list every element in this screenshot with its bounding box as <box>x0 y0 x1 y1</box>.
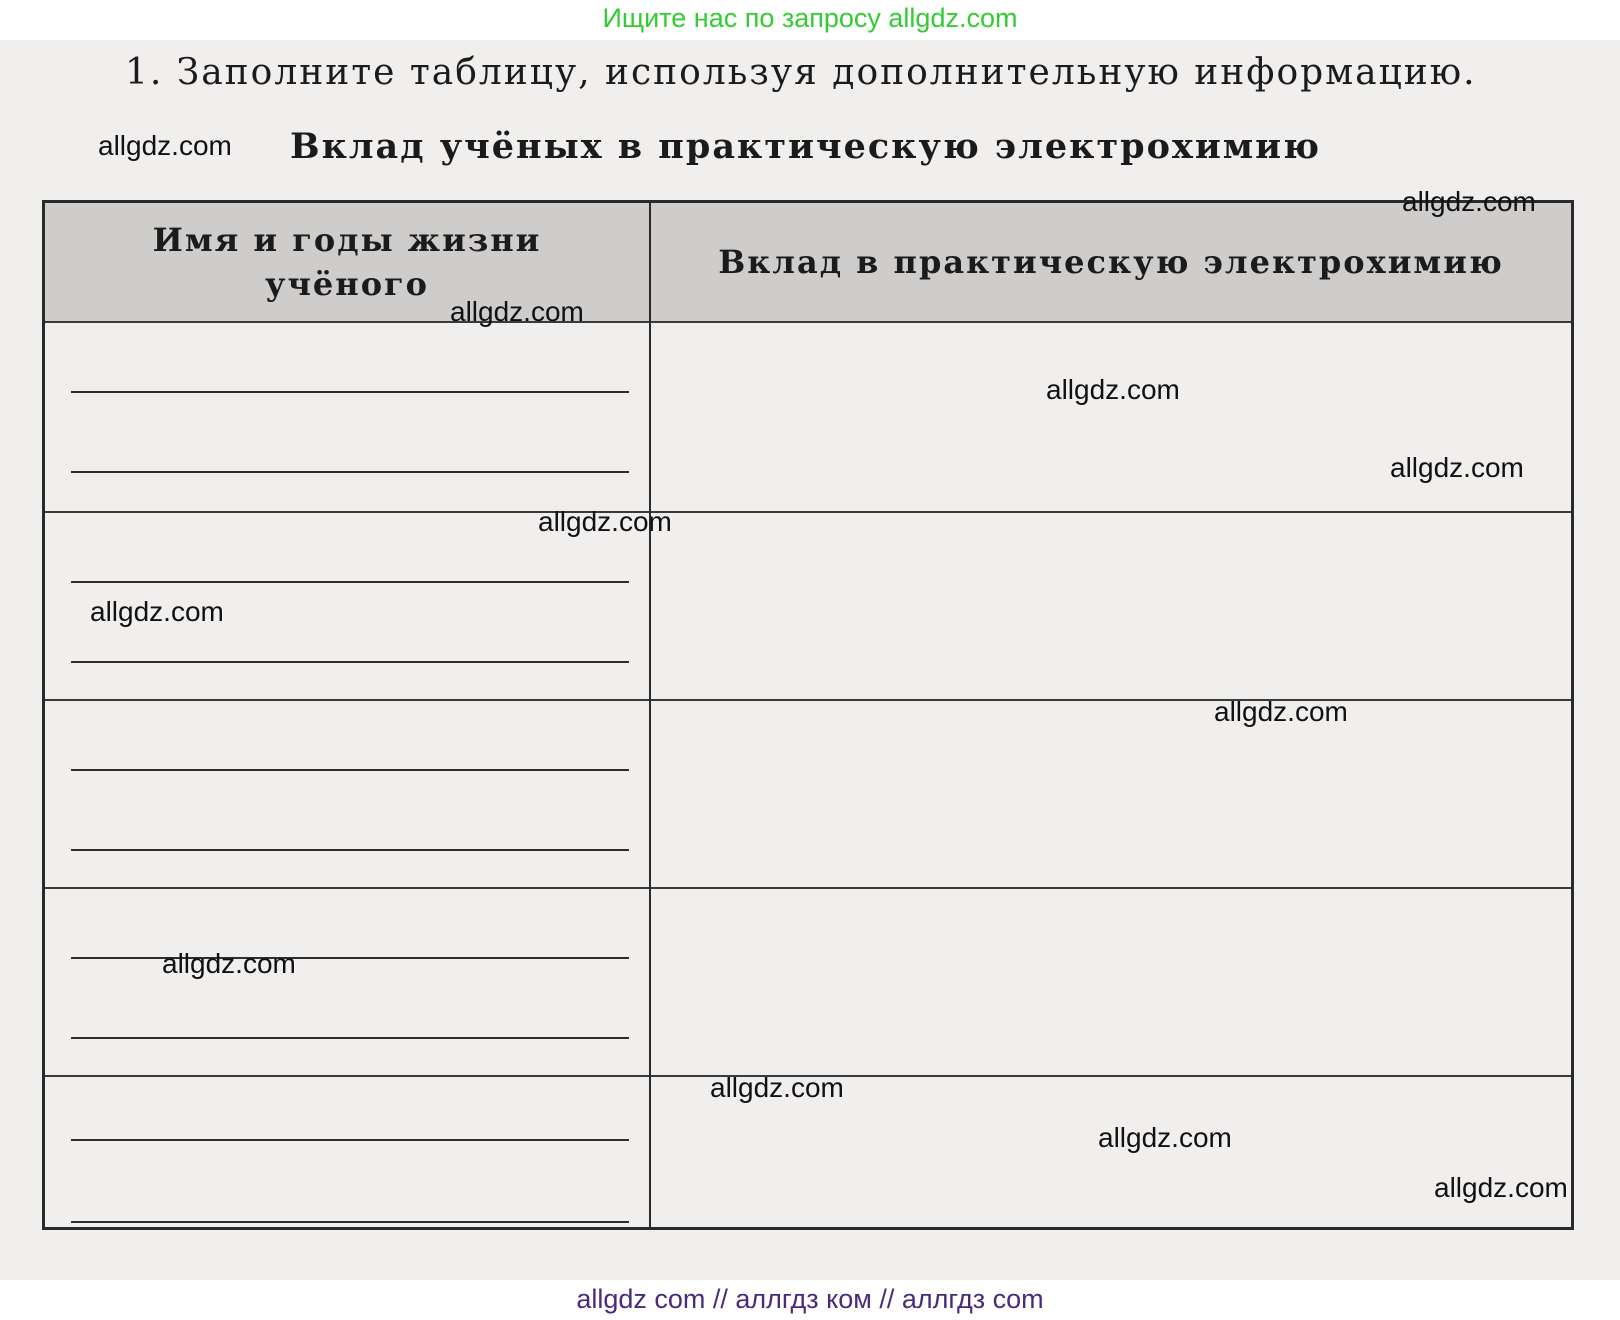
name-answer-line[interactable] <box>71 661 629 663</box>
watermark: allgdz.com <box>1046 374 1180 405</box>
header-name-line-2: учёного <box>265 265 429 303</box>
table-row <box>45 511 1571 699</box>
name-answer-line[interactable] <box>71 769 629 771</box>
watermark: allgdz.com <box>1098 1122 1232 1153</box>
watermark: allgdz.com <box>1434 1172 1568 1203</box>
table-row <box>45 323 1571 511</box>
bottom-banner: allgdz com // аллгдз ком // аллгдз com <box>0 1280 1620 1320</box>
watermark: allgdz.com <box>450 296 584 327</box>
watermark: allgdz.com <box>162 948 296 979</box>
name-answer-line[interactable] <box>71 957 629 959</box>
name-answer-line[interactable] <box>71 1221 629 1223</box>
top-banner: Ищите нас по запросу allgdz.com <box>0 0 1620 40</box>
header-name-line-1: Имя и годы жизни <box>152 221 542 259</box>
watermark: allgdz.com <box>1402 186 1536 217</box>
watermark: allgdz.com <box>1390 452 1524 483</box>
table-header <box>45 203 1571 323</box>
name-answer-line[interactable] <box>71 581 629 583</box>
watermark: allgdz.com <box>710 1072 844 1103</box>
name-answer-line[interactable] <box>71 391 629 393</box>
name-answer-line[interactable] <box>71 471 629 473</box>
watermark: allgdz.com <box>1214 696 1348 727</box>
table-row <box>45 887 1571 1075</box>
header-contribution: Вклад в практическую электрохимию <box>718 243 1504 281</box>
watermark: allgdz.com <box>538 506 672 537</box>
table-title: Вклад учёных в практическую электрохимию <box>290 126 1322 167</box>
watermark: allgdz.com <box>98 130 232 161</box>
task-instruction: 1. Заполните таблицу, используя дополнительную информацию. <box>125 52 1477 93</box>
name-answer-line[interactable] <box>71 1139 629 1141</box>
watermark: allgdz.com <box>90 596 224 627</box>
column-divider <box>649 203 651 1227</box>
name-answer-line[interactable] <box>71 849 629 851</box>
workbook-page <box>0 40 1620 1280</box>
name-answer-line[interactable] <box>71 1037 629 1039</box>
